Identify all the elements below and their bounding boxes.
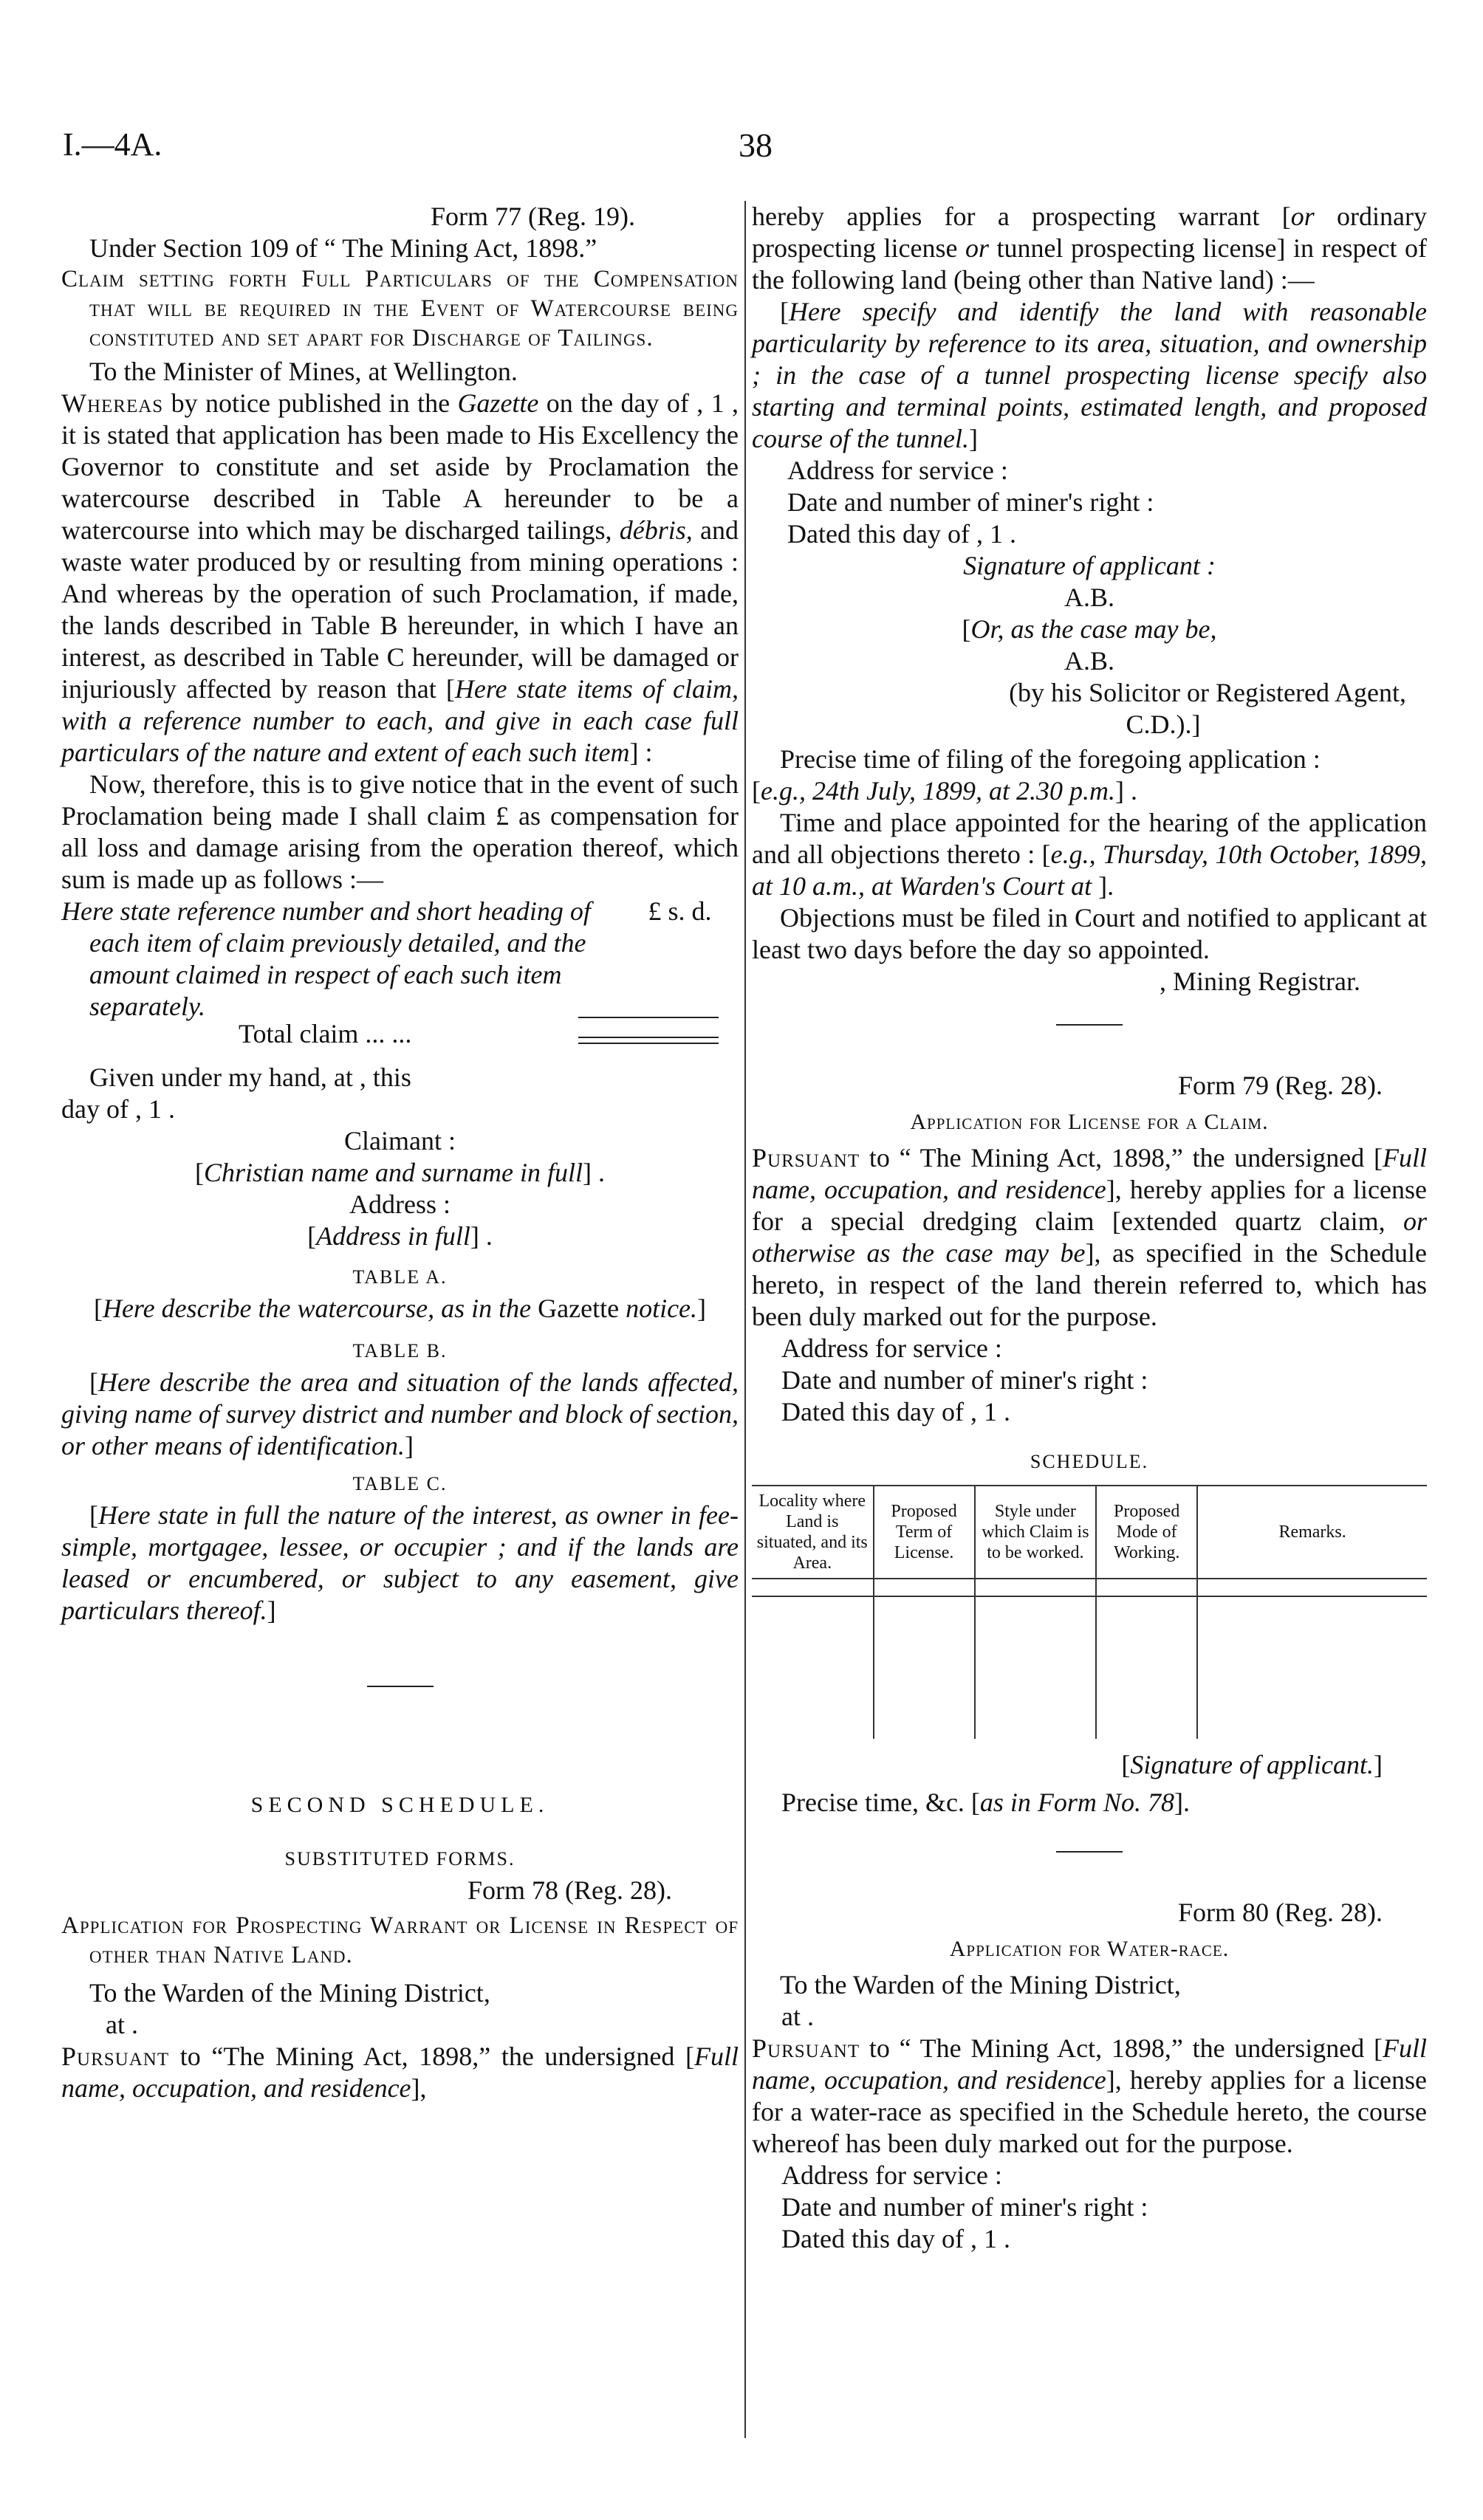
form79-address: Address for service : xyxy=(781,1333,1002,1363)
whereas-text-b: on the day of , 1 , it is stated that application has been made to His Excellency the Governor to constitute and set aside by Proclamation the watercourse described in Table A hereunder to be a watercourse into which may be discharged tailings, xyxy=(61,388,739,545)
or-word-1: or xyxy=(1290,202,1315,231)
lsd-header: £ s. d. xyxy=(648,896,712,926)
whereas-instruction: Here state items of claim, with a reference number to each, and give in each case full particulars of the nature and extent of each such item xyxy=(61,674,739,767)
form80-miners-right: Date and number of miner's right : xyxy=(781,2192,1148,2222)
form80-address: Address for service : xyxy=(781,2160,1002,2190)
form79-precise-a: Precise time, &c. [ xyxy=(781,1788,980,1817)
table-cell xyxy=(874,1579,975,1596)
form78-cont-a: hereby applies for a prospecting warrant [ xyxy=(752,202,1291,231)
form78-miners-right: Date and number of miner's right : xyxy=(787,487,1154,517)
form79-signature-text: Signature of applicant. xyxy=(1130,1750,1374,1779)
table-a-text-b: notice. xyxy=(626,1294,698,1323)
debris-word: débris, xyxy=(619,515,693,545)
form78-address: Address for service : xyxy=(787,456,1008,485)
form79-dated: Dated this day of , 1 . xyxy=(781,1397,1010,1426)
pursuant-word: Pursuant xyxy=(752,2033,860,2063)
form78-cont-b: ordinary prospecting license xyxy=(752,202,1427,263)
hearing-eg-text: e.g., Thursday, 10th October, 1899, at 10 a.m., at Warden's Court at xyxy=(752,840,1427,901)
address-instruction-text: Address in full xyxy=(316,1221,470,1251)
form80-text-instruction: Full name, occupation, and residence xyxy=(752,2033,1427,2095)
table-b-instruction: Here describe the area and situation of the lands affected, giving name of survey district and number and block of section, or other means of identification. xyxy=(61,1367,739,1460)
table-cell xyxy=(975,1596,1097,1739)
table-cell xyxy=(752,1579,874,1596)
form78-pursuant-text: to “The Mining Act, 1898,” the undersigned [ xyxy=(169,2042,694,2071)
form77-total: Total claim ... ... xyxy=(239,1019,412,1048)
form80-text-b: ], hereby applies for a license for a water-race as specified in the Schedule hereto, the course whereof has been duly marked out for the purpose. xyxy=(752,2065,1427,2158)
form78-pursuant xyxy=(61,2041,739,2104)
form77-claimant-instruction: [Christian name and surname in full] . xyxy=(194,1158,606,1187)
page-number: 38 xyxy=(739,126,773,164)
form79-pursuant xyxy=(752,1142,1427,1333)
form78-pursuant-end: ], xyxy=(411,2073,427,2103)
form79-signature: [Signature of applicant.] xyxy=(1121,1750,1383,1779)
form77-given-day: day of , 1 . xyxy=(61,1094,175,1124)
form79-text-instruction: Full name, occupation, and residence xyxy=(752,1143,1427,1204)
whereas-text-c: and waste water produced by or resulting from mining operations : And whereas by the operation of such Proclamation, if made, the lands described in Table B hereunder, in which I have an interest, as described in Table C hereunder, will be damaged or injuriously affected by reason that [ xyxy=(61,515,739,704)
table-cell xyxy=(1096,1579,1197,1596)
form78-ab2: A.B. xyxy=(1064,646,1114,676)
form79-heading: Application for License for a Claim. xyxy=(910,1110,1269,1134)
whereas-end: ] : xyxy=(629,738,653,767)
schedule-empty-row xyxy=(752,1596,1427,1739)
form78-hearing xyxy=(752,807,1427,902)
precise-eg-text: e.g., 24th July, 1899, at 2.30 p.m. xyxy=(761,776,1115,806)
schedule-title: SCHEDULE. xyxy=(1030,1451,1149,1472)
form77-address-instruction: [Address in full] . xyxy=(307,1221,493,1251)
substituted-forms-title: SUBSTITUTED FORMS. xyxy=(284,1848,516,1870)
table-c-text: [Here state in full the nature of the interest, as owner in fee-simple, mortgagee, lessee, or occupier ; and if the lands are leased or encumbered, or subject to any easement, give particulars thereof.] xyxy=(61,1500,739,1625)
form80-pursuant xyxy=(752,2033,1427,2160)
table-a-title: TABLE A. xyxy=(352,1266,448,1288)
form78-solicitor: (by his Solicitor or Registered Agent, xyxy=(1009,678,1406,707)
table-cell xyxy=(874,1596,975,1739)
right-column xyxy=(752,201,1427,2255)
total-double-rule xyxy=(578,1037,719,1044)
form77-to: To the Minister of Mines, at Wellington. xyxy=(89,357,518,386)
page-header xyxy=(63,126,1451,177)
form79-text-c: ], as specified in the Schedule hereto, in respect of the land therein referred to, which has been duly marked out for the purpose. xyxy=(752,1238,1428,1331)
or-word-2: or xyxy=(965,233,989,263)
form79-otherwise: or otherwise as the case may be xyxy=(752,1206,1427,1268)
form78-or-case: [Or, as the case may be, xyxy=(962,614,1217,644)
document-reference: I.—4A. xyxy=(63,126,162,162)
form79-text-a: to “ The Mining Act, 1898,” the undersigned [ xyxy=(860,1143,1383,1173)
form80-to: To the Warden of the Mining District, xyxy=(780,1970,1181,1999)
table-cell xyxy=(1197,1579,1427,1596)
column-divider xyxy=(744,201,746,2438)
form79-precise-instruction: as in Form No. 78 xyxy=(979,1788,1174,1817)
pursuant-word: Pursuant xyxy=(752,1143,860,1173)
form78-ab1: A.B. xyxy=(1064,583,1114,612)
form78-continuation xyxy=(752,201,1427,296)
form79-text-b: ], hereby applies for a license for a special dredging claim [extended quartz claim, xyxy=(752,1175,1427,1236)
form77-address-label: Address : xyxy=(349,1189,451,1219)
section-rule xyxy=(1056,1851,1123,1853)
form78-to: To the Warden of the Mining District, xyxy=(89,1978,490,2008)
section-rule xyxy=(367,1686,434,1687)
form78-precise: Precise time of filing of the foregoing application : xyxy=(780,744,1321,774)
hearing-text-a: Time and place appointed for the hearing of the application and all objections thereto : [ xyxy=(752,808,1427,869)
form79-miners-right: Date and number of miner's right : xyxy=(781,1365,1148,1395)
schedule-header: Proposed Term of License. xyxy=(874,1486,975,1579)
form78-precise-eg: [e.g., 24th July, 1899, at 2.30 p.m.] . xyxy=(752,776,1137,806)
form80-at: at . xyxy=(781,2002,814,2031)
left-column xyxy=(61,201,739,2104)
table-a-text: [Here describe the watercourse, as in the Gazette notice.] xyxy=(93,1294,707,1323)
whereas-text-a: by notice published in the xyxy=(163,388,458,418)
form78-at: at . xyxy=(106,2010,138,2039)
schedule-header: Style under which Claim is to be worked. xyxy=(975,1486,1097,1579)
schedule-header: Remarks. xyxy=(1197,1486,1427,1579)
form77-title: Form 77 (Reg. 19). xyxy=(431,202,635,231)
form77-given: Given under my hand, at , this xyxy=(89,1062,411,1092)
table-a-text-a: Here describe the watercourse, as in the xyxy=(102,1294,532,1323)
form78-title: Form 78 (Reg. 28). xyxy=(467,1875,672,1905)
form78-specify: [Here specify and identify the land with reasonable particularity by reference to its area, situation, and ownership ; in the case of a tunnel prospecting license specify also starting and terminal points, estimated length, and proposed course of the tunnel.] xyxy=(752,297,1427,453)
table-a-gazette: Gazette xyxy=(538,1294,620,1323)
form78-cont-c: tunnel prospecting license] in respect of the following land (being other than Native land) :— xyxy=(752,233,1427,295)
form78-objections: Objections must be filed in Court and notified to applicant at least two days before the day so appointed. xyxy=(752,903,1427,964)
section-rule xyxy=(1056,1024,1123,1026)
second-schedule-title: SECOND SCHEDULE. xyxy=(250,1793,549,1817)
form79-precise xyxy=(752,1787,1427,1819)
table-c-instruction: Here state in full the nature of the interest, as owner in fee-simple, mortgagee, lessee, or occupier ; and if the lands are leased or encumbered, or subject to any easement, give particulars thereof. xyxy=(61,1500,739,1625)
form77-now-therefore: Now, therefore, this is to give notice that in the event of such Proclamation being made I shall claim £ as compensation for all loss and damage arising from the operation thereof, which sum is made up as follows :— xyxy=(61,769,739,894)
form77-section: Under Section 109 of “ The Mining Act, 1898.” xyxy=(89,233,597,263)
table-cell xyxy=(1096,1596,1197,1739)
form78-dated: Dated this day of , 1 . xyxy=(787,519,1016,549)
form78-pursuant-instruction: Full name, occupation, and residence xyxy=(61,2042,739,2103)
form77-heading: Claim setting forth Full Particulars of the Compensation that will be required in the Event of Watercourse being constituted and set apart for Discharge of Tailings. xyxy=(61,266,739,351)
whereas-word: Whereas xyxy=(61,388,164,418)
form78-cd: C.D.).] xyxy=(1126,710,1201,739)
form78-signature: Signature of applicant : xyxy=(963,551,1216,580)
form78-specify-text: Here specify and identify the land with reasonable particularity by reference to its area, situation, and ownership ; in the case of a tunnel prospecting license specify also starting and terminal points, estimated length, and proposed course of the tunnel. xyxy=(752,297,1427,453)
form79-precise-end: ]. xyxy=(1174,1788,1190,1817)
claimant-instruction-text: Christian name and surname in full xyxy=(203,1158,583,1187)
schedule-table xyxy=(752,1485,1427,1739)
or-case-text: Or, as the case may be, xyxy=(970,614,1217,644)
gazette-word: Gazette xyxy=(457,388,539,418)
table-b-text: [Here describe the area and situation of the lands affected, giving name of survey district and number and block of section, or other means of identification.] xyxy=(61,1367,739,1460)
form77-claimant-label: Claimant : xyxy=(344,1126,456,1156)
table-b-title: TABLE B. xyxy=(352,1340,448,1362)
form77-items-block xyxy=(61,896,739,1023)
table-cell xyxy=(1197,1596,1427,1739)
form77-whereas xyxy=(61,388,739,769)
form80-heading: Application for Water-race. xyxy=(949,1937,1230,1961)
schedule-header: Proposed Mode of Working. xyxy=(1096,1486,1197,1579)
table-cell xyxy=(975,1579,1097,1596)
form80-title: Form 80 (Reg. 28). xyxy=(1178,1898,1383,1927)
schedule-header-row xyxy=(752,1486,1427,1579)
form78-heading: Application for Prospecting Warrant or License in Respect of other than Native Land. xyxy=(61,1912,739,1968)
form79-title: Form 79 (Reg. 28). xyxy=(1178,1071,1383,1100)
form77-items-instruction: Here state reference number and short heading of each item of claim previously detailed, and the amount claimed in respect of each such item separately. xyxy=(61,896,591,1021)
schedule-header: Locality where Land is situated, and its Area. xyxy=(752,1486,874,1579)
hearing-end: ]. xyxy=(1092,871,1114,901)
table-c-title: TABLE C. xyxy=(352,1473,448,1494)
pursuant-word: Pursuant xyxy=(61,2042,170,2071)
table-cell xyxy=(752,1596,874,1739)
form80-dated: Dated this day of , 1 . xyxy=(781,2224,1010,2253)
form78-registrar: , Mining Registrar. xyxy=(1160,967,1360,996)
form80-text-a: to “ The Mining Act, 1898,” the undersigned [ xyxy=(860,2033,1383,2063)
